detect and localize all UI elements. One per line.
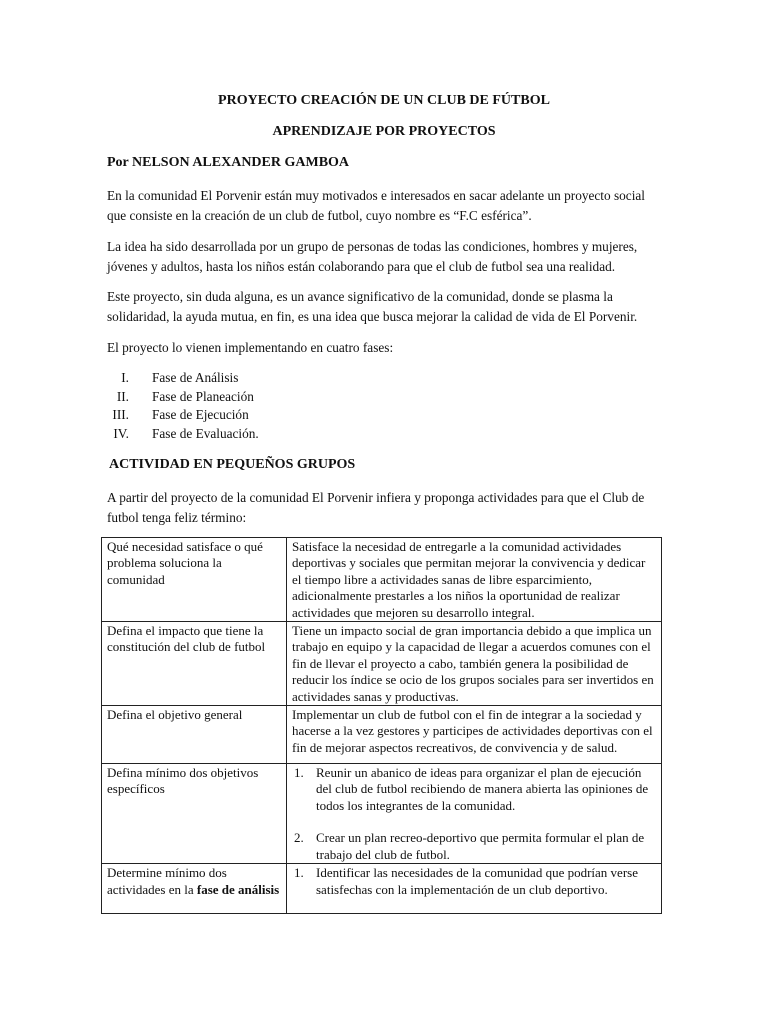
answer-cell [287, 864, 662, 914]
table-row [102, 706, 662, 764]
phase-number: II. [116, 388, 129, 404]
phase-label: Fase de Planeación [152, 388, 254, 404]
section-intro: A partir del proyecto de la comunidad El Porvenir infiera y proponga actividades para que el Club de futbol tenga feliz término: [107, 490, 645, 525]
table-row [102, 538, 662, 622]
answer-cell: Tiene un impacto social de gran importancia debido a que implica un trabajo en equipo y la capacidad de llegar a acuerdos comunes con el fin de llevar el proyecto a cabo, también genera la posibilidad de reducir los índice se ocio de los grupos sociales para ser invertidos en actividades sanas y productivas. [287, 622, 662, 706]
question-cell [102, 864, 287, 914]
paragraph: El proyecto lo vienen implementando en cuatro fases: [107, 340, 394, 355]
question-emphasis: fase de análisis [196, 881, 280, 897]
answer-cell [287, 764, 662, 864]
phase-label: Fase de Evaluación. [152, 425, 259, 441]
item-text: Identificar las necesidades de la comunidad que podrían verse satisfechas con la implementación de un club deportivo. [316, 865, 638, 897]
paragraph: En la comunidad El Porvenir están muy motivados e interesados en sacar adelante un proyecto social que consiste en la creación de un club de futbol, cuyo nombre es “F.C esférica”. [107, 188, 645, 223]
phase-label: Fase de Ejecución [152, 407, 249, 422]
phase-number: III. [112, 407, 129, 422]
section-title: ACTIVIDAD EN PEQUEÑOS GRUPOS [109, 457, 356, 472]
objectives-list [292, 765, 656, 863]
question-text: Determine mínimo dos actividades en la [107, 865, 227, 897]
activities-list [292, 865, 656, 898]
question-cell: Defina el impacto que tiene la constitución del club de futbol [102, 622, 287, 706]
table-row [102, 764, 662, 864]
author-line: Por NELSON ALEXANDER GAMBOA [107, 155, 350, 170]
item-text: Reunir un abanico de ideas para organizar el plan de ejecución del club de futbol recibiendo de manera abierta las opiniones de todos los integrantes de la comunidad. [316, 765, 649, 813]
item-number: 1. [294, 865, 304, 881]
activity-table [101, 537, 662, 914]
item-number: 1. [294, 765, 304, 781]
phase-number: I. [121, 370, 129, 385]
phase-number: IV. [113, 425, 129, 441]
question-cell: Defina mínimo dos objetivos específicos [102, 764, 287, 864]
document-subtitle: APRENDIZAJE POR PROYECTOS [272, 124, 496, 139]
paragraph: La idea ha sido desarrollada por un grupo de personas de todas las condiciones, hombres y mujeres, jóvenes y adultos, hasta los niños están colaborando para que el club de futbol sea una realidad. [107, 239, 638, 274]
document-title: PROYECTO CREACIÓN DE UN CLUB DE FÚTBOL [218, 93, 550, 108]
table-row [102, 864, 662, 914]
item-text: Crear un plan recreo-deportivo que permita formular el plan de trabajo del club de futbol. [316, 830, 645, 862]
item-number: 2. [294, 830, 304, 846]
paragraph: Este proyecto, sin duda alguna, es un avance significativo de la comunidad, donde se plasma la solidaridad, la ayuda mutua, en fin, es una idea que busca mejorar la calidad de vida de El Porvenir. [107, 289, 638, 324]
list-item [292, 865, 656, 898]
answer-cell: Implementar un club de futbol con el fin de integrar a la sociedad y hacerse a la vez gestores y participes de actividades deportivas con el fin de mejorar aspectos recreativos, de convivencia y de salud. [287, 706, 662, 764]
table-row [102, 622, 662, 706]
list-item [292, 830, 656, 863]
question-cell: Defina el objetivo general [102, 706, 287, 764]
list-item [292, 765, 656, 814]
answer-cell: Satisface la necesidad de entregarle a la comunidad actividades deportivas y sociales que permitan mejorar la convivencia y dedicar el tiempo libre a actividades sanas de libre esparcimiento, adicionalmente prestarles a los niños la oportunidad de realizar actividades que mejoren su desarrollo integral. [287, 538, 662, 622]
phase-label: Fase de Análisis [152, 370, 239, 385]
question-cell: Qué necesidad satisface o qué problema soluciona la comunidad [102, 538, 287, 622]
